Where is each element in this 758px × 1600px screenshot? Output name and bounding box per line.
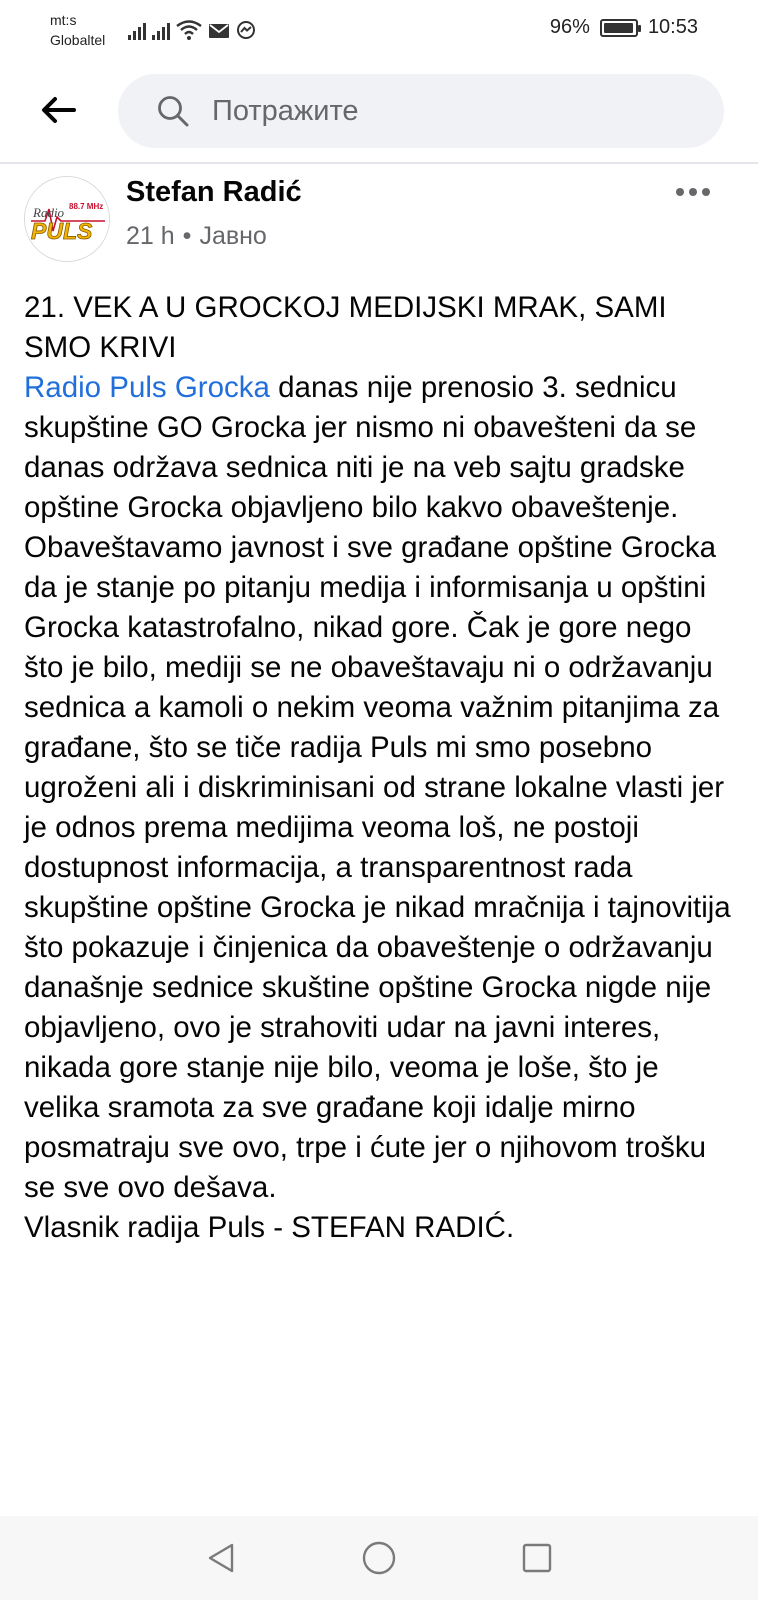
more-options-button[interactable] xyxy=(676,180,710,204)
search-icon xyxy=(156,94,190,128)
post-time[interactable]: 21 h xyxy=(126,222,175,250)
logo-brand-text: PULS xyxy=(31,218,93,244)
more-dots-icon xyxy=(676,188,684,196)
search-input[interactable] xyxy=(212,95,672,128)
circle-home-icon xyxy=(360,1539,398,1577)
post-signature: Vlasnik radija Puls - STEFAN RADIĆ. xyxy=(24,1211,515,1244)
square-recents-icon xyxy=(521,1542,553,1574)
wifi-icon xyxy=(176,20,202,40)
search-header xyxy=(0,58,758,162)
post-headline: 21. VEK A U GROCKOJ MEDIJSKI MRAK, SAMI SMO KRIVI xyxy=(24,291,667,364)
logo-radio-text: Radio xyxy=(33,205,65,220)
post-body xyxy=(24,288,736,1248)
battery-fill xyxy=(604,23,633,33)
post-visibility: Јавно xyxy=(199,222,267,250)
radio-puls-logo xyxy=(25,177,110,262)
nav-recents-button[interactable] xyxy=(513,1534,561,1582)
system-nav-bar xyxy=(0,1516,758,1600)
post-header xyxy=(0,164,758,274)
paragraph-1-text: danas nije prenosio 3. sednicu skupštine GO Grocka jer nismo ni obavešteni da se danas održava sednica niti je na veb sajtu gradske opštine Grocka objavljeno bilo kakvo obaveštenje. xyxy=(24,371,697,524)
status-icons xyxy=(128,16,256,40)
search-bar[interactable] xyxy=(118,74,724,148)
battery-percent: 96% xyxy=(549,16,590,38)
signal-icon xyxy=(128,20,146,40)
battery-icon xyxy=(600,19,638,37)
carrier-line2: Globaltel xyxy=(50,32,106,48)
carrier-label xyxy=(50,10,105,50)
triangle-back-icon xyxy=(204,1541,238,1575)
logo-freq-text: 88.7 MHz xyxy=(69,202,104,211)
clock: 10:53 xyxy=(647,16,698,38)
post-paragraph-2: Obaveštavamo javnost i sve građane opštine Grocka da je stanje po pitanju medija i informisanja u opštini Grocka katastrofalno, nikad gore. Čak je gore nego što je bilo, mediji se ne obaveštavaju ni o održavanju sednica a kamoli o nekim veoma važnim pitanjima za građane, što se tiče radija Puls mi smo posebno ugroženi ali i diskriminisani od strane lokalne vlasti jer je odnos prema medijima veoma loš, ne postoji dostupnost informacija, a transparentnost rada skupštine opštine Grocka je nikad mračnija i tajnovitija što pokazuje i činjenica da obaveštenje o održavanju današnje sednice skuštine opštine Grocka nigde nije objavljeno, ovo je strahoviti udar na javni interes, nikada gore stanje nije bilo, veoma je loše, što je velika sramota za sve građane koji idalje mirno posmatraju sve ovo, trpe i ćute jer o njihovom trošku se sve ovo dešava. xyxy=(24,531,731,1204)
back-arrow-icon xyxy=(40,96,76,124)
mail-icon xyxy=(208,22,230,40)
messenger-icon xyxy=(236,20,256,40)
post-author[interactable]: Stefan Radić xyxy=(126,176,302,208)
status-bar xyxy=(0,0,758,58)
avatar[interactable] xyxy=(24,176,110,262)
carrier-line1: mt:s xyxy=(50,12,77,28)
meta-separator: • xyxy=(182,222,192,250)
back-button[interactable] xyxy=(36,88,80,132)
signal-icon xyxy=(152,20,170,40)
post-paragraph-1 xyxy=(24,368,736,528)
nav-back-button[interactable] xyxy=(197,1534,245,1582)
post-meta xyxy=(126,222,267,251)
status-right xyxy=(550,16,698,39)
page-mention-link[interactable]: Radio Puls Grocka xyxy=(24,371,270,404)
nav-home-button[interactable] xyxy=(355,1534,403,1582)
